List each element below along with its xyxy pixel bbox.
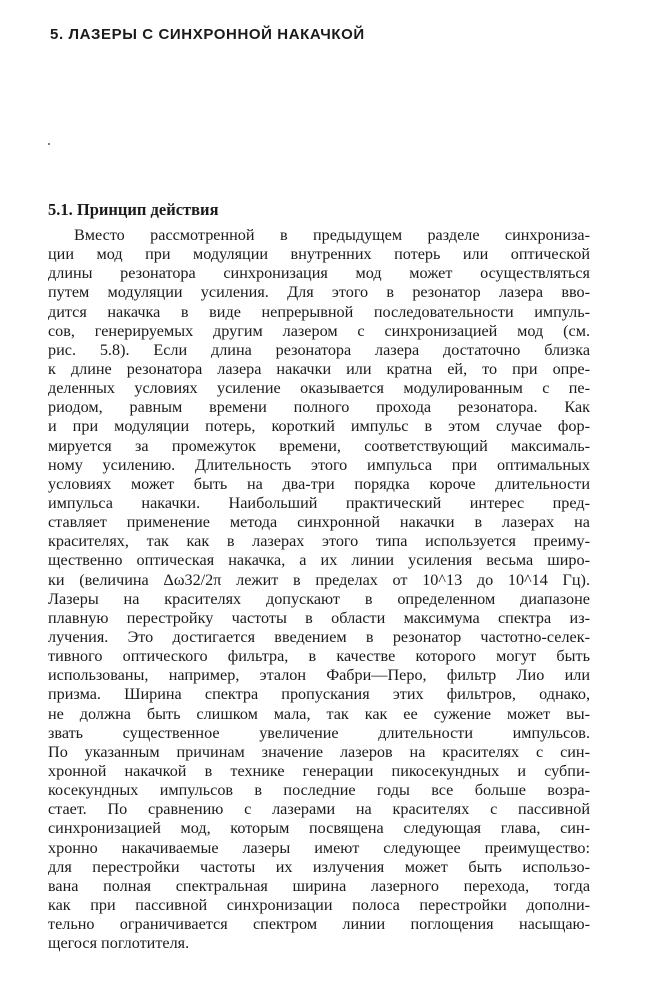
text-line: мируется за промежуток времени, соответствующий максималь- bbox=[48, 436, 590, 455]
body-paragraph bbox=[48, 226, 590, 953]
text-line: звать существенное увеличение длительности импульсов. bbox=[48, 723, 590, 742]
text-line: для перестройки частоты их излучения может быть использо- bbox=[48, 857, 590, 876]
stray-dot bbox=[48, 143, 50, 145]
text-line: вана полная спектральная ширина лазерного перехода, тогда bbox=[48, 876, 590, 895]
text-line: риодом, равным времени полного прохода резонатора. Как bbox=[48, 398, 590, 417]
text-line: рис. 5.8). Если длина резонатора лазера достаточно близка bbox=[48, 340, 590, 359]
text-line: По указанным причинам значение лазеров на красителях с син- bbox=[48, 742, 590, 761]
text-line: ки (величина Δω32/2π лежит в пределах от 10^13 до 10^14 Гц). bbox=[48, 570, 590, 589]
text-line: использованы, например, эталон Фабри—Перо, фильтр Лио или bbox=[48, 666, 590, 685]
text-line: синхронизацией мод, которым посвящена следующая глава, син- bbox=[48, 819, 590, 838]
text-line: косекундных импульсов в последние годы все больше возра- bbox=[48, 781, 590, 800]
text-line: Вместо рассмотренной в предыдущем разделе синхрониза- bbox=[74, 226, 590, 244]
text-line: хронной накачкой в технике генерации пикосекундных и субпи- bbox=[48, 761, 590, 780]
text-line: условиях может быть на два-три порядка короче длительности bbox=[48, 474, 590, 493]
text-line: тельно ограничивается спектром линии поглощения насыщаю- bbox=[48, 915, 590, 934]
text-line: сов, генерируемых другим лазером с синхронизацией мод (см. bbox=[48, 321, 590, 340]
text-line: ному усилению. Длительность этого импульса при оптимальных bbox=[48, 455, 590, 474]
text-line: ции мод при модуляции внутренних потерь или оптической bbox=[48, 245, 590, 264]
text-line: тивного оптического фильтра, в качестве которого могут быть bbox=[48, 647, 590, 666]
text-line: лучения. Это достигается введением в резонатор частотно-селек- bbox=[48, 627, 590, 646]
text-line: как при пассивной синхронизации полоса перестройки дополни- bbox=[48, 895, 590, 914]
text-line: призма. Ширина спектра пропускания этих фильтров, однако, bbox=[48, 685, 590, 704]
text-line: не должна быть слишком мала, так как ее сужение может вы- bbox=[48, 704, 590, 723]
text-line: дится накачка в виде непрерывной последовательности импуль- bbox=[48, 302, 590, 321]
text-line: стает. По сравнению с лазерами на красителях с пассивной bbox=[48, 800, 590, 819]
text-line: плавную перестройку частоты в области максимума спектра из- bbox=[48, 608, 590, 627]
text-line: импульса накачки. Наибольший практический интерес пред- bbox=[48, 493, 590, 512]
chapter-title: 5. ЛАЗЕРЫ С СИНХРОННОЙ НАКАЧКОЙ bbox=[50, 26, 365, 43]
text-line: длины резонатора синхронизация мод может осуществляться bbox=[48, 264, 590, 283]
text-line: и при модуляции потерь, короткий импульс в этом случае фор- bbox=[48, 417, 590, 436]
text-line: деленных условиях усиление оказывается модулированным с пе- bbox=[48, 379, 590, 398]
text-line: щественно оптическая накачка, а их линии усиления весьма широ- bbox=[48, 551, 590, 570]
text-line: путем модуляции усиления. Для этого в резонатор лазера вво- bbox=[48, 283, 590, 302]
text-line: красителях, так как в лазерах этого типа используется преиму- bbox=[48, 532, 590, 551]
text-line: Лазеры на красителях допускают в определенном диапазоне bbox=[48, 589, 590, 608]
text-line: щегося поглотителя. bbox=[48, 934, 190, 953]
text-line: ставляет применение метода синхронной накачки в лазерах на bbox=[48, 513, 590, 532]
text-line: к длине резонатора лазера накачки или кратна ей, то при опре- bbox=[48, 359, 590, 378]
section-title: 5.1. Принцип действия bbox=[48, 200, 219, 219]
text-line: хронно накачиваемые лазеры имеют следующее преимущество: bbox=[48, 838, 590, 857]
